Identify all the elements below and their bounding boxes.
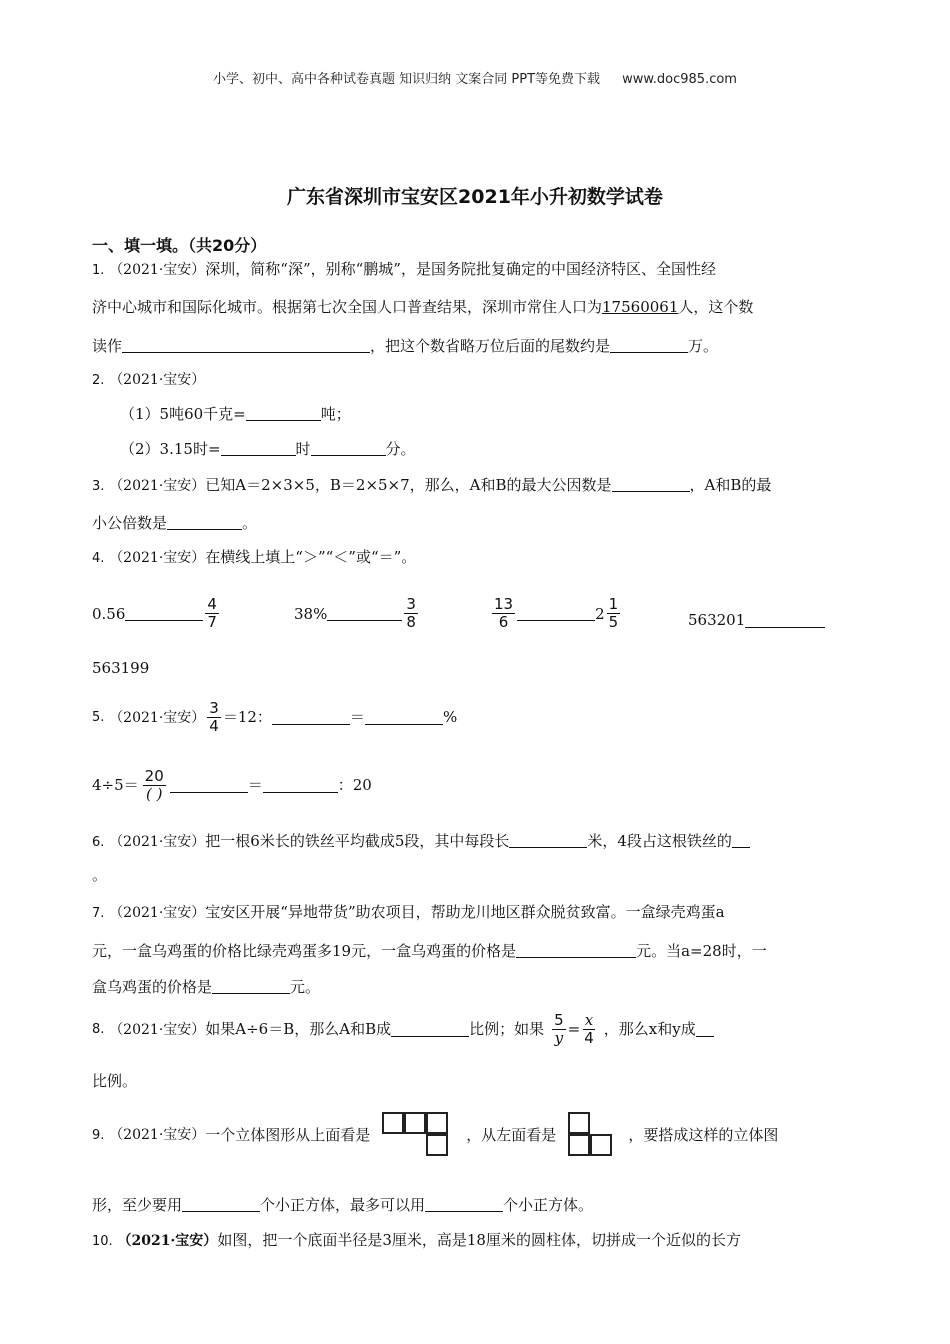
q10-number: 10. bbox=[92, 1234, 113, 1249]
q1-text2a: 济中心城市和国际化城市。根据第七次全国人口普查结果，深圳市常住人口为 bbox=[92, 298, 603, 316]
q7-text2b: 元。当a=28时，一 bbox=[636, 942, 767, 960]
q9-text2c: 个小正方体。 bbox=[503, 1196, 594, 1214]
q1-source: （2021·宝安） bbox=[109, 262, 206, 278]
q5-source: （2021·宝安） bbox=[109, 709, 206, 726]
q4-c2-num: 3 bbox=[406, 595, 416, 613]
q8-fnum1: 5 bbox=[554, 1011, 564, 1029]
header-url[interactable]: www.doc985.com bbox=[622, 72, 737, 87]
q10-source: （2021·宝安） bbox=[117, 1233, 218, 1249]
q6-blank-fraction[interactable] bbox=[732, 833, 750, 848]
q4-c3-whole: 2 bbox=[595, 604, 605, 623]
q4-compare-3 bbox=[490, 596, 622, 632]
q6-number: 6. bbox=[92, 835, 105, 850]
q2-source: （2021·宝安） bbox=[109, 372, 206, 388]
q7-source: （2021·宝安） bbox=[109, 905, 206, 921]
q2-part2-text: （2）3.15时= bbox=[120, 440, 221, 458]
q4-blank-1[interactable] bbox=[125, 606, 203, 621]
q4-c1-fraction bbox=[205, 596, 219, 632]
q1-blank-approx[interactable] bbox=[610, 338, 688, 353]
q3-number: 3. bbox=[92, 479, 105, 494]
q4-c3-den: 6 bbox=[498, 613, 509, 632]
q3-source: （2021·宝安） bbox=[109, 478, 206, 494]
q1-text3b: ，把这个数省略万位后面的尾数约是 bbox=[370, 337, 611, 355]
q5-blank-1[interactable] bbox=[272, 710, 350, 725]
q2-number: 2. bbox=[92, 373, 105, 388]
q8-fnum2: x bbox=[584, 1011, 594, 1029]
q4-blank-4[interactable] bbox=[745, 613, 825, 628]
q3-text1a: 已知A＝2×3×5，B＝2×5×7，那么，A和B的最大公因数是 bbox=[205, 476, 612, 494]
q7-line3 bbox=[92, 979, 320, 995]
q9-number: 9. bbox=[92, 1127, 105, 1143]
q4-c3-fnum: 1 bbox=[608, 595, 619, 613]
q8-fden2: 4 bbox=[584, 1029, 594, 1048]
q10-line1 bbox=[92, 1233, 741, 1248]
q5-eq3: ＝ bbox=[247, 776, 263, 795]
q7-line2 bbox=[92, 943, 767, 959]
q7-text3b: 元。 bbox=[290, 978, 321, 996]
q6-source: （2021·宝安） bbox=[109, 834, 206, 850]
q2-part1 bbox=[120, 406, 351, 422]
q9-top-view-figure bbox=[382, 1112, 454, 1158]
q5-eq1: ＝12： bbox=[222, 708, 272, 727]
q9-left-view-figure bbox=[568, 1112, 616, 1158]
q2-part2-hour: 时 bbox=[295, 440, 311, 458]
q9-line1 bbox=[92, 1110, 778, 1160]
page-title: 广东省深圳市宝安区2021年小升初数学试卷 bbox=[287, 186, 663, 208]
q9-text2b: 个小正方体，最多可以用 bbox=[260, 1196, 426, 1214]
q2-part1-text: （1）5吨60千克= bbox=[120, 405, 246, 423]
q8-fraction-left bbox=[552, 1012, 566, 1048]
q4-c3-mixed-fraction bbox=[607, 596, 621, 632]
q4-c3-fraction bbox=[492, 596, 515, 632]
q8-line2: 比例。 bbox=[92, 1072, 138, 1090]
q4-compare-2 bbox=[294, 596, 420, 632]
q2-line1 bbox=[92, 372, 205, 387]
q6-blank-length[interactable] bbox=[509, 833, 587, 848]
q7-number: 7. bbox=[92, 906, 105, 921]
q4-compare-4 bbox=[688, 611, 825, 629]
q4-c2-fraction bbox=[404, 596, 418, 632]
q8-line1 bbox=[92, 1012, 714, 1048]
q1-text3a: 读作 bbox=[92, 337, 123, 355]
q5-fraction2 bbox=[143, 768, 166, 804]
q5-blank-2[interactable] bbox=[365, 710, 443, 725]
q2-blank-minutes[interactable] bbox=[311, 441, 386, 456]
q4-blank-3[interactable] bbox=[517, 606, 595, 621]
q1-population: 17560061 bbox=[602, 298, 679, 316]
q6-line2: 。 bbox=[92, 866, 108, 884]
q5-number: 5. bbox=[92, 710, 105, 726]
q3-line1 bbox=[92, 477, 771, 493]
q3-blank-gcd[interactable] bbox=[612, 477, 690, 492]
q1-line3 bbox=[92, 338, 718, 354]
q5-ratio: ：20 bbox=[337, 776, 372, 795]
q6-text1a: 把一根6米长的铁丝平均截成5段，其中每段长 bbox=[205, 832, 510, 850]
q7-text2a: 元，一盒乌鸡蛋的价格比绿壳鸡蛋多19元，一盒乌鸡蛋的价格是 bbox=[92, 942, 517, 960]
q4-number: 4. bbox=[92, 551, 105, 566]
q3-text2b: 。 bbox=[242, 514, 258, 532]
q8-text1b: 比例；如果 bbox=[469, 1020, 545, 1039]
q8-fden1: y bbox=[554, 1029, 564, 1048]
q2-blank-tons[interactable] bbox=[246, 406, 321, 421]
page-header bbox=[0, 68, 950, 87]
q5-fnum: 3 bbox=[209, 699, 219, 717]
q4-compare-1 bbox=[92, 596, 221, 632]
q5-blank-4[interactable] bbox=[263, 778, 338, 793]
q9-blank-max[interactable] bbox=[425, 1197, 503, 1212]
q8-text1a: 如果A÷6＝B，那么A和B成 bbox=[205, 1020, 392, 1039]
q9-text2a: 形，至少要用 bbox=[92, 1196, 183, 1214]
q8-source: （2021·宝安） bbox=[109, 1021, 206, 1038]
q2-blank-hours[interactable] bbox=[221, 441, 296, 456]
q2-part1-unit: 吨； bbox=[320, 405, 351, 423]
q7-line1 bbox=[92, 905, 725, 920]
q4-c4-left: 563201 bbox=[688, 611, 746, 629]
q8-number: 8. bbox=[92, 1022, 105, 1038]
q5-eq2: ＝ bbox=[349, 708, 365, 727]
q10-text1: 如图，把一个底面半径是3厘米，高是18厘米的圆柱体，切拼成一个近似的长方 bbox=[217, 1231, 741, 1249]
q5-line2 bbox=[92, 768, 372, 804]
q6-line1 bbox=[92, 833, 750, 849]
header-text: 小学、初中、高中各种试卷真题 知识归纳 文案合同 PPT等免费下载 bbox=[213, 72, 601, 87]
q5-fden: 4 bbox=[209, 717, 219, 736]
q4-line1 bbox=[92, 550, 416, 565]
q9-source: （2021·宝安） bbox=[109, 1127, 206, 1143]
q7-text3a: 盒乌鸡蛋的价格是 bbox=[92, 978, 213, 996]
q1-text2b: 人，这个数 bbox=[678, 298, 754, 316]
q4-blank-2[interactable] bbox=[327, 606, 402, 621]
q3-blank-lcm[interactable] bbox=[167, 515, 242, 530]
q4-source: （2021·宝安） bbox=[109, 550, 206, 566]
q8-fraction-right bbox=[582, 1012, 596, 1048]
q1-line1 bbox=[92, 262, 716, 277]
q5-f2den-blank[interactable]: ( ) bbox=[145, 785, 163, 804]
q5-f2num: 20 bbox=[144, 767, 164, 785]
q4-text: 在横线上填上“＞”“＜”或“＝”。 bbox=[205, 548, 417, 566]
q4-c3-num: 13 bbox=[494, 595, 514, 613]
q4-c1-left: 0.56 bbox=[92, 604, 126, 623]
q4-c1-den: 7 bbox=[207, 613, 217, 632]
q3-text2a: 小公倍数是 bbox=[92, 514, 168, 532]
q4-c2-left: 38% bbox=[294, 604, 328, 623]
q5-blank-3[interactable] bbox=[170, 778, 248, 793]
q7-blank-price[interactable] bbox=[212, 979, 290, 994]
q1-text3c: 万。 bbox=[688, 337, 719, 355]
q5-line1 bbox=[92, 700, 457, 736]
q1-blank-reading[interactable] bbox=[122, 338, 370, 353]
q1-text1: 深圳，简称“深”，别称“鹏城”，是国务院批复确定的中国经济特区、全国性经 bbox=[205, 260, 716, 278]
q5-percent: % bbox=[442, 708, 458, 727]
q3-line2 bbox=[92, 515, 257, 531]
q6-text1b: 米，4段占这根铁丝的 bbox=[587, 832, 732, 850]
q1-line2 bbox=[92, 300, 753, 315]
q3-text1b: ，A和B的最 bbox=[689, 476, 772, 494]
q7-blank-price-expr[interactable] bbox=[516, 943, 636, 958]
q9-text1c: ，要搭成这样的立体图 bbox=[628, 1125, 779, 1144]
section-heading: 一、填一填。（共20分） bbox=[92, 236, 267, 255]
q8-blank-2[interactable] bbox=[696, 1022, 714, 1037]
q7-text1: 宝安区开展“异地带货”助农项目，帮助龙川地区群众脱贫致富。一盒绿壳鸡蛋a bbox=[205, 903, 725, 921]
q5-fraction bbox=[207, 700, 221, 736]
q9-blank-min[interactable] bbox=[182, 1197, 260, 1212]
q2-part2 bbox=[120, 441, 416, 457]
q8-text1c: ，那么x和y成 bbox=[603, 1020, 696, 1039]
q8-blank-1[interactable] bbox=[391, 1022, 469, 1037]
q4-c3-fden: 5 bbox=[608, 613, 619, 632]
q9-text1a: 一个立体图形从上面看是 bbox=[205, 1125, 371, 1144]
q8-equals: = bbox=[567, 1020, 581, 1039]
q2-part2-minute: 分。 bbox=[385, 440, 416, 458]
q5-text2: 4÷5＝ bbox=[92, 776, 139, 795]
q1-number: 1. bbox=[92, 263, 105, 278]
q9-line2 bbox=[92, 1197, 593, 1213]
q4-c2-den: 8 bbox=[406, 613, 416, 632]
q9-text1b: ，从左面看是 bbox=[466, 1125, 557, 1144]
q4-c4-right: 563199 bbox=[92, 659, 150, 677]
q4-c1-num: 4 bbox=[207, 595, 217, 613]
